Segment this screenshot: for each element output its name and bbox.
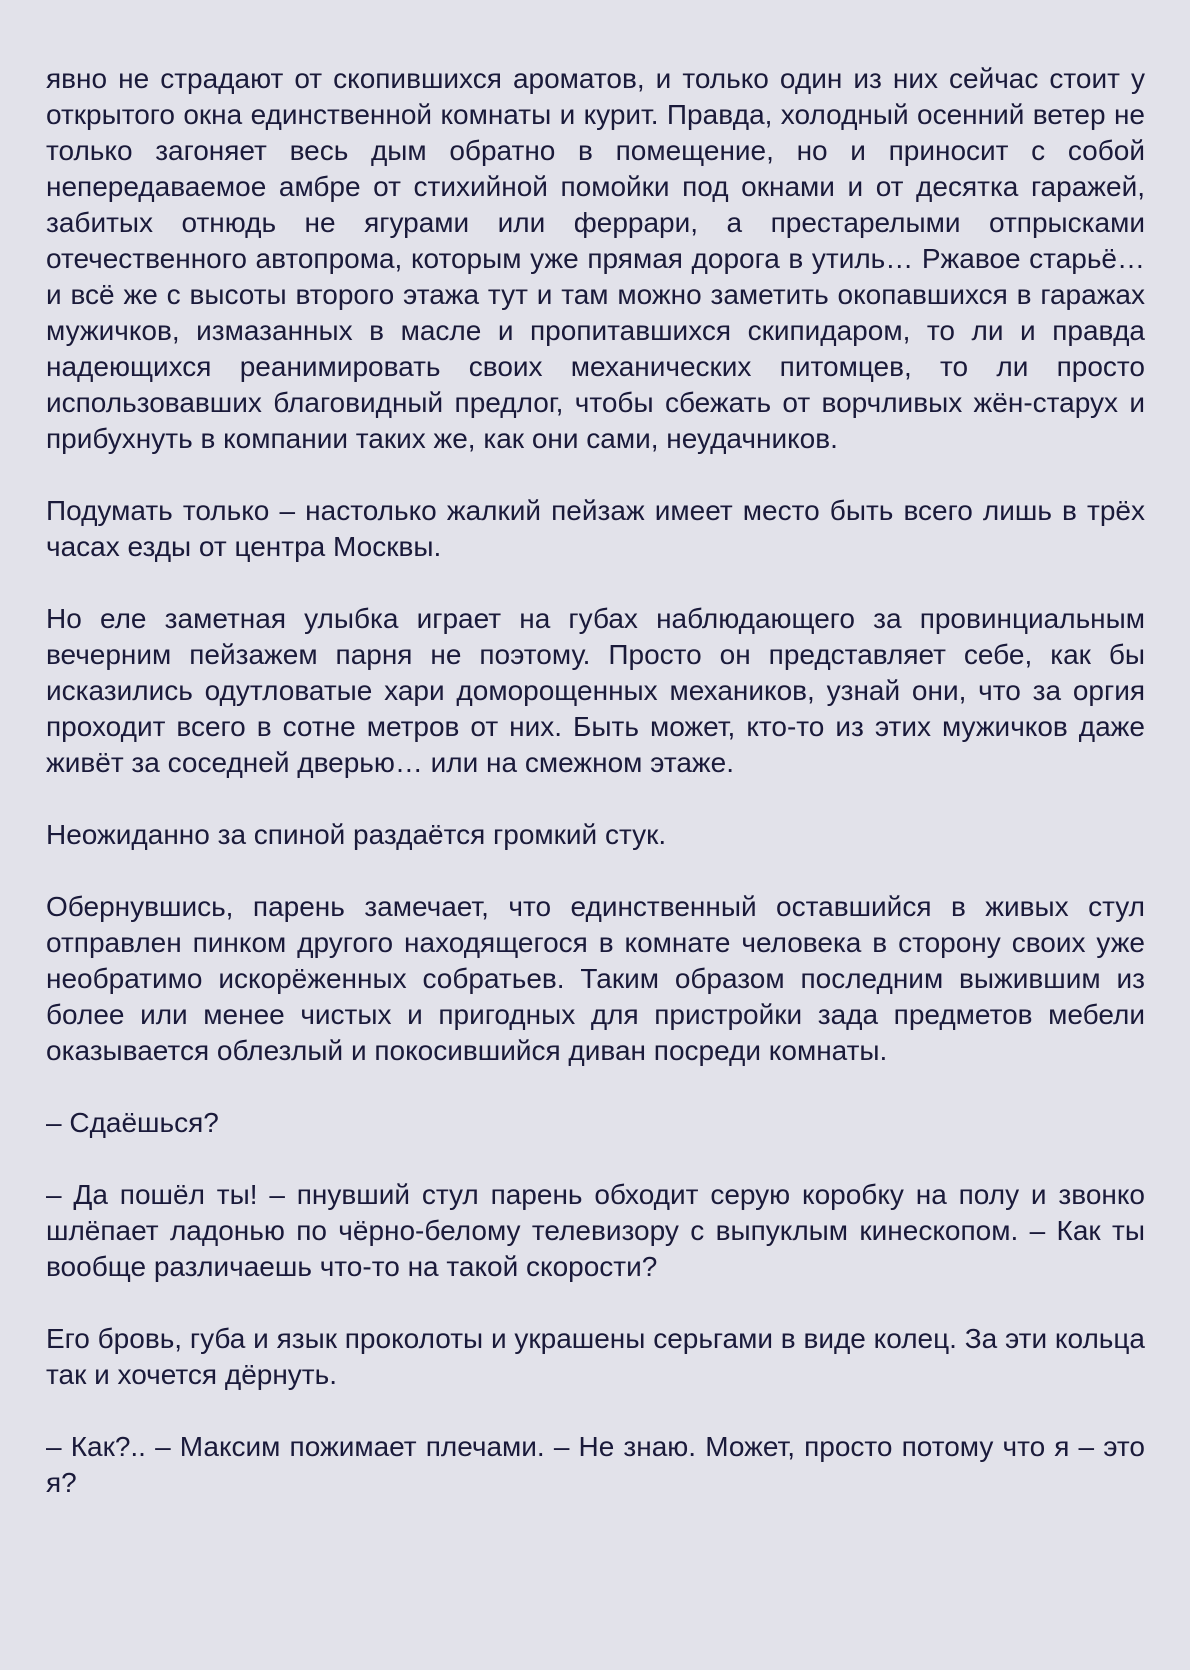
paragraph-2: Подумать только – настолько жалкий пейзаж имеет место быть всего лишь в трёх часах езды от центра Москвы. [46, 495, 1145, 562]
paragraph-3: Но еле заметная улыбка играет на губах наблюдающего за провинциальным вечерним пейзажем парня не поэтому. Просто он представляет себе, как бы исказились одутловатые хари доморощенных механиков, узнай они, что за оргия проходит всего в сотне метров от них. Быть может, кто-то из этих мужичков даже живёт за соседней дверью… или на смежном этаже. [46, 603, 1145, 778]
paragraph-7: – Да пошёл ты! – пнувший стул парень обходит серую коробку на полу и звонко шлёпает ладонью по чёрно-белому телевизору с выпуклым кинескопом. – Как ты вообще различаешь что-то на такой скорости? [46, 1179, 1145, 1282]
paragraph-5: Обернувшись, парень замечает, что единственный оставшийся в живых стул отправлен пинком другого находящегося в комнате человека в сторону своих уже необратимо искорёженных собратьев. Таким образом последним выжившим из более или менее чистых и пригодных для пристройки зада предметов мебели оказывается облезлый и покосившийся диван посреди комнаты. [46, 891, 1145, 1066]
document-body [46, 61, 1145, 1501]
paragraph-6: – Сдаёшься? [46, 1107, 219, 1138]
paragraph-8: Его бровь, губа и язык проколоты и украшены серьгами в виде колец. За эти кольца так и хочется дёрнуть. [46, 1323, 1145, 1390]
paragraph-9: – Как?.. – Максим пожимает плечами. – Не знаю. Может, просто потому что я – это я? [46, 1431, 1145, 1498]
paragraph-1: явно не страдают от скопившихся ароматов, и только один из них сейчас стоит у открытого окна единственной комнаты и курит. Правда, холодный осенний ветер не только загоняет весь дым обратно в помещение, но и приносит с собой непередаваемое амбре от стихийной помойки под окнами и от десятка гаражей, забитых отнюдь не ягурами или феррари, а престарелыми отпрысками отечественного автопрома, которым уже прямая дорога в утиль… Ржавое старьё… и всё же с высоты второго этажа тут и там можно заметить окопавшихся в гаражах мужичков, измазанных в масле и пропитавшихся скипидаром, то ли и правда надеющихся реанимировать своих механических питомцев, то ли просто использовавших благовидный предлог, чтобы сбежать от ворчливых жён-старух и прибухнуть в компании таких же, как они сами, неудачников. [46, 63, 1145, 454]
paragraph-4: Неожиданно за спиной раздаётся громкий стук. [46, 819, 667, 850]
